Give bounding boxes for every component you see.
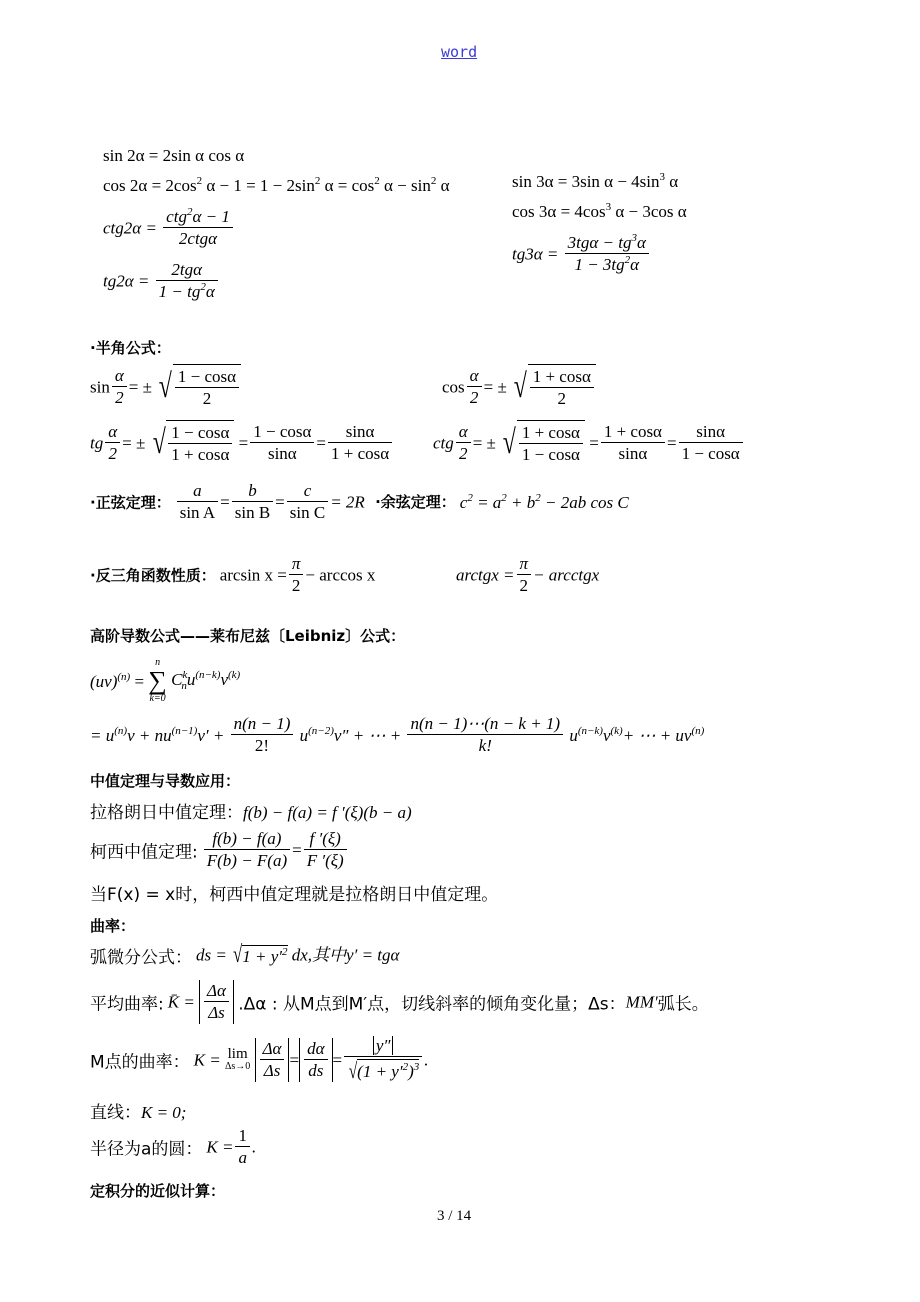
cauchy-theorem: 柯西中值定理: $\frac{f(b) - f(a)}{F(b) - F(a)}$ = $\frac{f '(\xi)}{F '(\xi)}$ <box>90 828 349 872</box>
page-number: 3 / 14 <box>437 1208 472 1224</box>
heading-mean-value: 中值定理与导数应用： <box>90 772 241 790</box>
lagrange-theorem: 拉格朗日中值定理：f(b) − f(a) = f ′(ξ)(b − a) <box>90 803 412 823</box>
heading-definite-integral: 定积分的近似计算： <box>90 1182 226 1200</box>
formula-cos2a: $\cos 2\alpha = 2\cos^2$ $\alpha - 1 = 1 - 2\sin^2$ $\alpha = \cos^2 \alpha - \sin^2 \alpha$ <box>103 175 450 195</box>
heading-half-angle: ·半角公式： <box>90 339 171 357</box>
heading-curvature: 曲率： <box>90 917 136 935</box>
formula-tg-half: tg $\frac{\alpha}{2}$ = ± √ $\frac{1 - \cos\alpha}{1 + \cos\alpha}$ = $\frac{1 - \cos\alpha}{\sin\alpha}$ = $\frac{\sin\alpha}{1 + \cos\alpha}$ <box>90 420 394 466</box>
formula-arctg: arctgx = $\frac{\pi}{2}$ − arcctgx <box>456 554 600 596</box>
cauchy-note: 当F(x) = x时，柯西中值定理就是拉格朗日中值定理。 <box>90 885 499 905</box>
header-link[interactable]: word <box>441 43 478 61</box>
inverse-trig-row: ·反三角函数性质： arcsin x = $\frac{\pi}{2}$ − arccos x <box>90 554 376 596</box>
formula-tg3a: tg3α = $\frac{3tg\alpha - tg^3\alpha}{1 - 3tg^2\alpha}$ <box>512 232 651 276</box>
formula-ctg-half: ctg $\frac{\alpha}{2}$ = ± √ $\frac{1 + \cos\alpha}{1 - \cos\alpha}$ = $\frac{1 + \cos\alpha}{\sin\alpha}$ = $\frac{\sin\alpha}{1 - \cos\alpha}$ <box>433 420 745 466</box>
formula-sin3a: sin 3α = 3sin $\alpha - 4\sin^3$ α <box>512 171 679 191</box>
formula-leibniz-line2: = $u^{(n)}v + nu^{(n-1)}v'$ + $\frac{n(n - 1)}{2!}$ $u^{(n-2)}v''$ + ⋯ + $\frac{n(n - 1)\cdots(n - k + 1)}{k!}$ $u^{(n-k)}v^{(k)}+$ ⋯ + $uv^{(n)}$ <box>90 714 705 756</box>
formula-tg2a: tg2α = $\frac{\text{2tgα}}{1 - tg^2\alpha}$ <box>103 259 220 303</box>
formula-cos-half: cos $\frac{\alpha}{2}$ = ± √ $\frac{1 + \cos\alpha}{2}$ <box>442 364 596 410</box>
formula-cos3a: $\cos 3\alpha = 4\cos^3$ α − 3cos α <box>512 201 687 221</box>
arc-differential: 弧微分公式： ds = $√1 + y'^2$ dx,其中y′ = tgα <box>90 942 400 969</box>
average-curvature: 平均曲率: K̄ = $\frac{\Delta\alpha}{\Delta s}$ .Δα : 从M点到M′点，切线斜率的倾角变化量；Δs：MM′弧长。 <box>90 981 709 1023</box>
law-sines-cosines-row: ·正弦定理： $\frac{a}{\text{sin A}}$ = $\frac{b}{\text{sin B}}$ = $\frac{c}{\text{sin C}}$ = 2R ·余弦定理： $c^2 = a^2 + b^2 - 2ab$ cos C <box>90 481 629 523</box>
circle-curvature: 半径为a的圆： K = $\frac{1}{a}$ . <box>90 1126 257 1168</box>
formula-sin-half: sin $\frac{\alpha}{2}$ = ± √ $\frac{1 - \cos\alpha}{2}$ <box>90 364 241 410</box>
formula-ctg2a: ctg2α = $\frac{ctg^2\alpha - 1}{\text{2ctgα}}$ <box>103 206 235 250</box>
point-curvature: M点的曲率： K = lim Δs→0 $\frac{\Delta\alpha}{\Delta s}$ = $\frac{d\alpha}{ds}$ = $\frac{y''}{√(1 + y'^2)^3}$ . <box>90 1036 429 1084</box>
formula-leibniz-line1: (uv)$^{(n)}$ = n ∑ k=0 $C^k_nu^{(n-k)}v^{(k)}$ <box>90 657 241 704</box>
formula-sin2a: sin 2α = 2sin α cos α <box>103 146 245 165</box>
straight-line-curvature: 直线：K = 0; <box>90 1103 187 1123</box>
heading-leibniz: 高阶导数公式——莱布尼兹〔Leibniz〕公式： <box>90 627 406 645</box>
